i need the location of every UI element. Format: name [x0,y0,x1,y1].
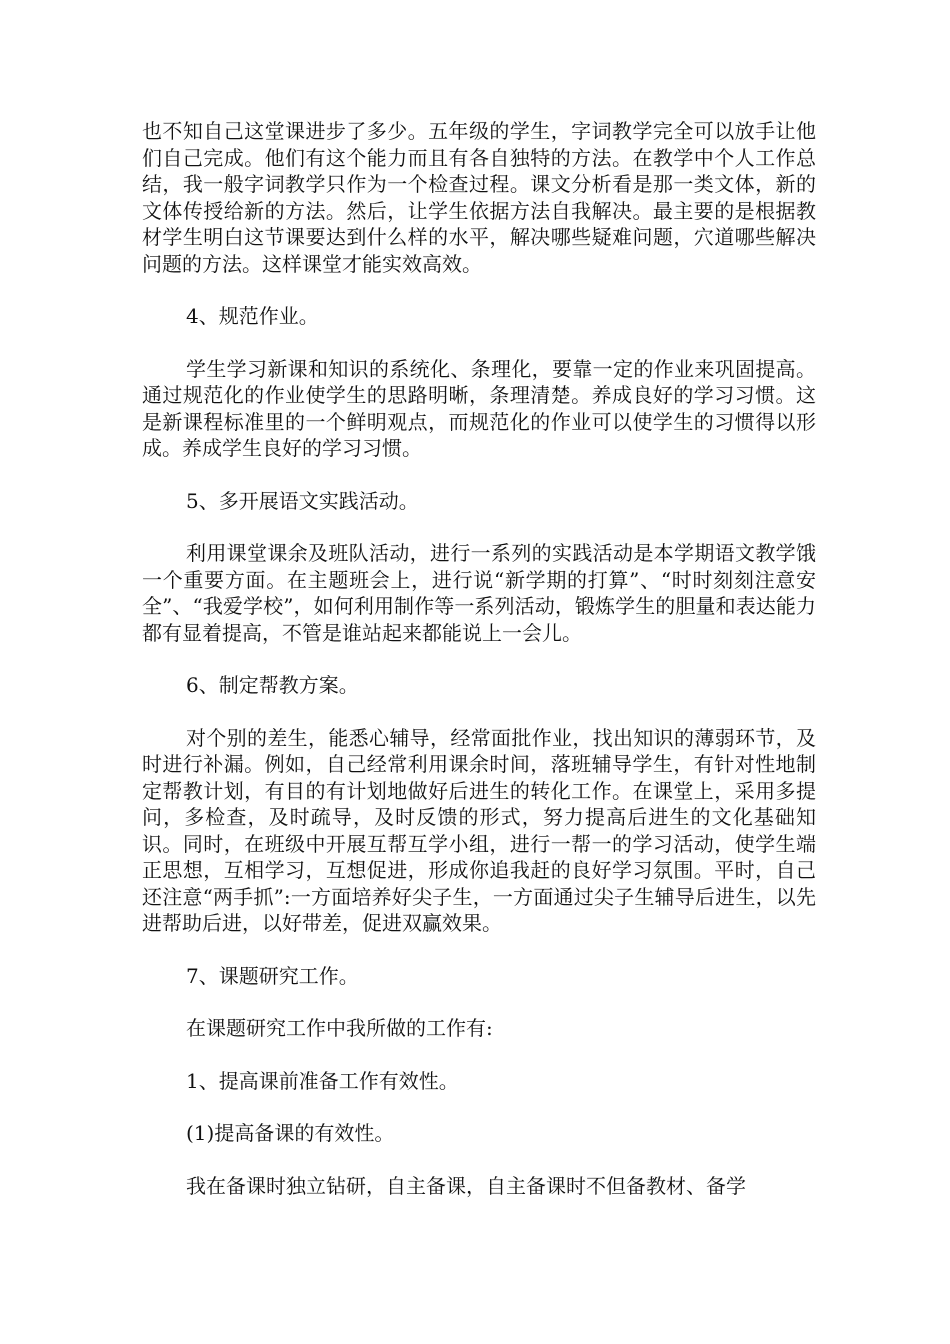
section-heading-practice-activities: 5、多开展语文实践活动。 [186,488,419,513]
section-heading-research-work: 7、课题研究工作。 [186,963,359,988]
section-heading-homework: 4、规范作业。 [186,304,319,328]
paragraph-practice-activities: 利用课堂课余及班队活动，进行一系列的实践活动是本学期语文教学饿一个重要方面。在主题班会上，进行说“新学期的打算”、“时时刻刻注意安全”、“我爱学校”，如何利用制作等一系列活动，锻炼学生的胆量和表达能力都有显着提高，不管是谁站起来都能说上一会儿。 [142,541,816,645]
subheading-preparation-effectiveness: 1、提高课前准备工作有效性。 [186,1068,459,1093]
document-body [142,118,816,1225]
paragraph-tutoring-plan: 对个别的差生，能悉心辅导，经常面批作业，找出知识的薄弱环节，及时进行补漏。例如，自己经常利用课余时间，落班辅导学生，有针对性地制定帮教计划，有目的有计划地做好后进生的转化工作。在课堂上，采用多提问，多检查，及时疏导，及时反馈的形式，努力提高后进生的文化基础知识。同时，在班级中开展互帮互学小组，进行一帮一的学习活动，使学生端正思想，互相学习，互想促进，形成你追我赶的良好学习氛围。平时，自己还注意“两手抓”:一方面培养好尖子生，一方面通过尖子生辅导后进生，以先进帮助后进，以好带差，促进双赢效果。 [142,725,816,935]
paragraph-teaching-reflection: 也不知自己这堂课进步了多少。五年级的学生，字词教学完全可以放手让他们自己完成。他们有这个能力而且有各自独特的方法。在教学中个人工作总结，我一般字词教学只作为一个检查过程。课文分析看是那一类文体，新的文体传授给新的方法。然后，让学生依据方法自我解决。最主要的是根据教材学生明白这节课要达到什么样的水平，解决哪些疑难问题，穴道哪些解决问题的方法。这样课堂才能实效高效。 [142,119,816,276]
paragraph-research-intro: 在课题研究工作中我所做的工作有: [186,1016,493,1040]
paragraph-homework: 学生学习新课和知识的系统化、条理化，要靠一定的作业来巩固提高。通过规范化的作业使学生的思路明晰，条理清楚。养成良好的学习习惯。这是新课程标准里的一个鲜明观点，而规范化的作业可以使学生的习惯得以形成。养成学生良好的学习习惯。 [142,356,816,460]
paragraph-lesson-planning: 我在备课时独立钻研，自主备课，自主备课时不但备教材、备学 [186,1173,746,1198]
subheading-lesson-planning: (1)提高备课的有效性。 [186,1121,395,1145]
section-heading-tutoring-plan: 6、制定帮教方案。 [186,673,359,697]
